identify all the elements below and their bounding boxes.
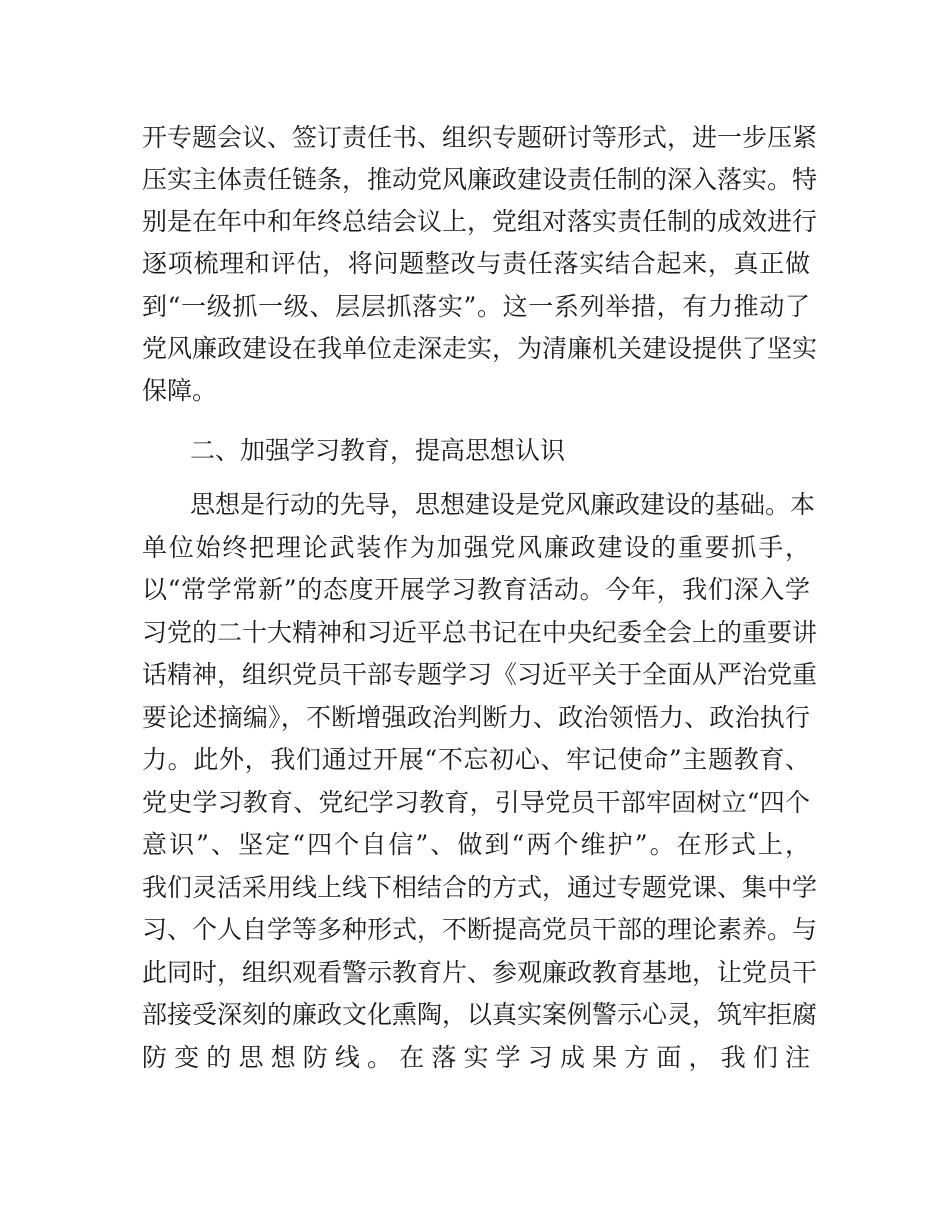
paragraph-line: 逐项梳理和评估，将问题整改与责任落实结合起来，真正做 — [142, 249, 810, 278]
paragraph-line: 以“常学常新”的态度开展学习教育活动。今年，我们深入学 — [142, 575, 810, 604]
paragraph-line: 我们灵活采用线上线下相结合的方式，通过专题党课、集中学 — [142, 873, 818, 902]
paragraph-line: 部接受深刻的廉政文化熏陶，以真实案例警示心灵，筑牢拒腐 — [142, 1000, 818, 1029]
paragraph-line: 习党的二十大精神和习近平总书记在中央纪委全会上的重要讲 — [142, 618, 818, 647]
paragraph-line: 要论述摘编》，不断增强政治判断力、政治领悟力、政治执行 — [142, 703, 810, 732]
paragraph-line: 党风廉政建设在我单位走深走实，为清廉机关建设提供了坚实 — [142, 334, 818, 363]
paragraph-line: 开专题会议、签订责任书、组织专题研讨等形式，进一步压紧 — [142, 123, 818, 152]
paragraph-line: 保障。 — [142, 376, 218, 405]
paragraph-line: 党史学习教育、党纪学习教育，引导党员干部牢固树立“四个 — [142, 788, 810, 817]
paragraph-line: 单位始终把理论武装作为加强党风廉政建设的重要抓手， — [142, 533, 810, 562]
paragraph-line: 此同时，组织观看警示教育片、参观廉政教育基地，让党员干 — [142, 958, 818, 987]
paragraph-line: 习、个人自学等多种形式，不断提高党员干部的理论素养。与 — [142, 915, 818, 944]
paragraph-line: 压实主体责任链条，推动党风廉政建设责任制的深入落实。特 — [142, 165, 818, 194]
paragraph-line: 别是在年中和年终总结会议上，党组对落实责任制的成效进行 — [142, 207, 818, 236]
paragraph-line: 力。此外，我们通过开展“不忘初心、牢记使命”主题教育、 — [142, 745, 810, 774]
paragraph-line: 意识”、坚定“四个自信”、做到“两个维护”。在形式上， — [142, 830, 810, 859]
paragraph-line: 思想是行动的先导，思想建设是党风廉政建设的基础。本 — [190, 490, 816, 519]
paragraph-line: 防变的思想防线。在落实学习成果方面，我们注 — [142, 1043, 810, 1072]
paragraph-line: 话精神，组织党员干部专题学习《习近平关于全面从严治党重 — [142, 660, 818, 689]
paragraph-line: 到“一级抓一级、层层抓落实”。这一系列举措，有力推动了 — [142, 292, 810, 321]
section-heading: 二、加强学习教育，提高思想认识 — [190, 436, 566, 465]
